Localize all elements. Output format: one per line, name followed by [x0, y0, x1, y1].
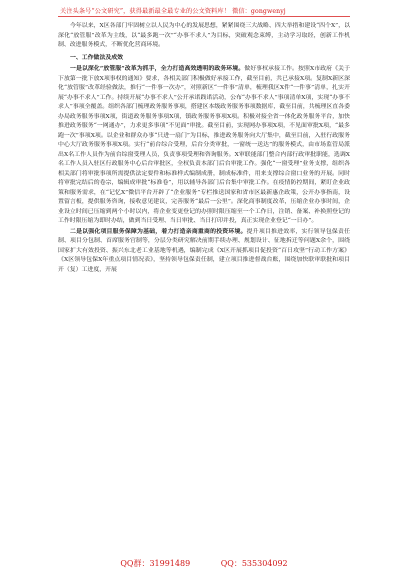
section-heading: 一、工作做法及成效	[70, 53, 124, 61]
footer-qq: QQ：535304092	[220, 559, 288, 568]
paragraph-1-lead: 一是以深化“放管服”改革为抓手，全力打造高效透明的政务环境。	[70, 65, 245, 72]
paragraph-2-lead: 二是以强化项目服务保障为基础，着力打造亲商重商的投资环境。	[70, 227, 247, 235]
header-divider	[58, 16, 350, 17]
paragraph-2-text: 提升项目推进效率，实行领导包保责任制、项目分包制、首席服务官制等，分层分类研究解决前期手续办理、规划设计、征地拆迁等问题X余个，围绕国家扩大有效投资、振兴东北老工业基地等机遇，编制完成《X区开展抓项目促投资“百日攻坚”行动工作方案》《X区领导包保X年重点项目情况表》，坚持领导包保责任制，建立项目推进督战台账，围绕加快联审联批和项目开（复）工进度，开展	[58, 228, 351, 273]
footer-qq-group: QQ群：31991489	[120, 559, 191, 568]
header-banner: 关注头条号“公文研究”，获得最新最全最专业的公文资料库！ 微信：gongwenyj	[60, 8, 286, 15]
footer	[0, 558, 408, 569]
paragraph-1	[58, 64, 350, 227]
intro-paragraph: 今年以来，X区各部门牢固树立以人民为中心的发展思想，紧紧围绕三大战略、四大举措和建设“四个X”，以深化“放管服”改革为主线，以“最多跑一次”“办事不求人”为目标，突破观念束缚，主动学习取经，创新工作机制、改进服务模式，不断优化营商环境。	[58, 23, 350, 48]
paragraph-1-text: 做好事权承接工作。按照X市政府《关于下放第一批下放X项事权的通知》要求，各相关部门积极做好承接工作，截至目前，共已承接X项。复制X新区深化“放管服”改革经验做法，推行“一件事一次办”，对照新区“一件事”清单，梳理我区X件“一件事”清单，扎实开展“办事不求人”工作。持续开展“办事不求人”公开承诺践诺活动，公布“办事不求人”事项清单X项，实现“办事不求人”事项全覆盖。组织各部门梳理政务服务事项，搭建区本级政务服务事项数据库，截至目前，共梳理区直各委办局政务服务事项X项，街道政务服务事项X项，镇政务服务事项X项。积极对接全省一体化政务服务平台，加快推进政务服务“一网通办”，力求更多事项“不见面”审批。截至目前，实现网办事项X项，不见面审批X项，“最多跑一次”事项X项。以企业和群众办事“只进一扇门”为目标，推进政务服务向大厅集中，截至目前，入驻行政服务中心大厅政务服务事项X项。实行“前台综合受理，后台分类审批，一窗统一送达”的服务模式，由市场监管局派出X名工作人员作为前台综窗受理人员，负责事项受理和咨询服务。X审联能部门整合内部行政审批职能，选调X名工作人员入驻区行政服务中心后台审批区，全权负责本部门后台审批工作。强化“一窗受理”业务支撑，组织各相关部门将审批事项所需提供法定要件和标准样式编制成册，制成标准件，用来支撑综合窗口业务的开展。同时将审批完结后的卷宗，编辑成审批“标准卷”，用以辅导各部门后台集中审批工作。在疫情防控期间，紧盯企业政策和服务需求，在“记忆X”微信平台开辟了“企业服务”专栏推送国家和省市区最新惠企政策，公开办事指南，设置留言板，提供服务咨询，接收意见建议，完善服务“最后一公里”。深化商事制度改革，压缩企业办事时间，企业设立时间已压缩到两个小时以内，将企业变更登记的办照时限压缩至一个工作日，注销、备案、补换照登记的工作时限压缩为即时办结，做到当日受理、当日审批、当日打印并投，真正实现企业登记“一日办”。	[58, 66, 350, 224]
paragraph-2	[58, 227, 350, 276]
document-body	[58, 22, 350, 275]
